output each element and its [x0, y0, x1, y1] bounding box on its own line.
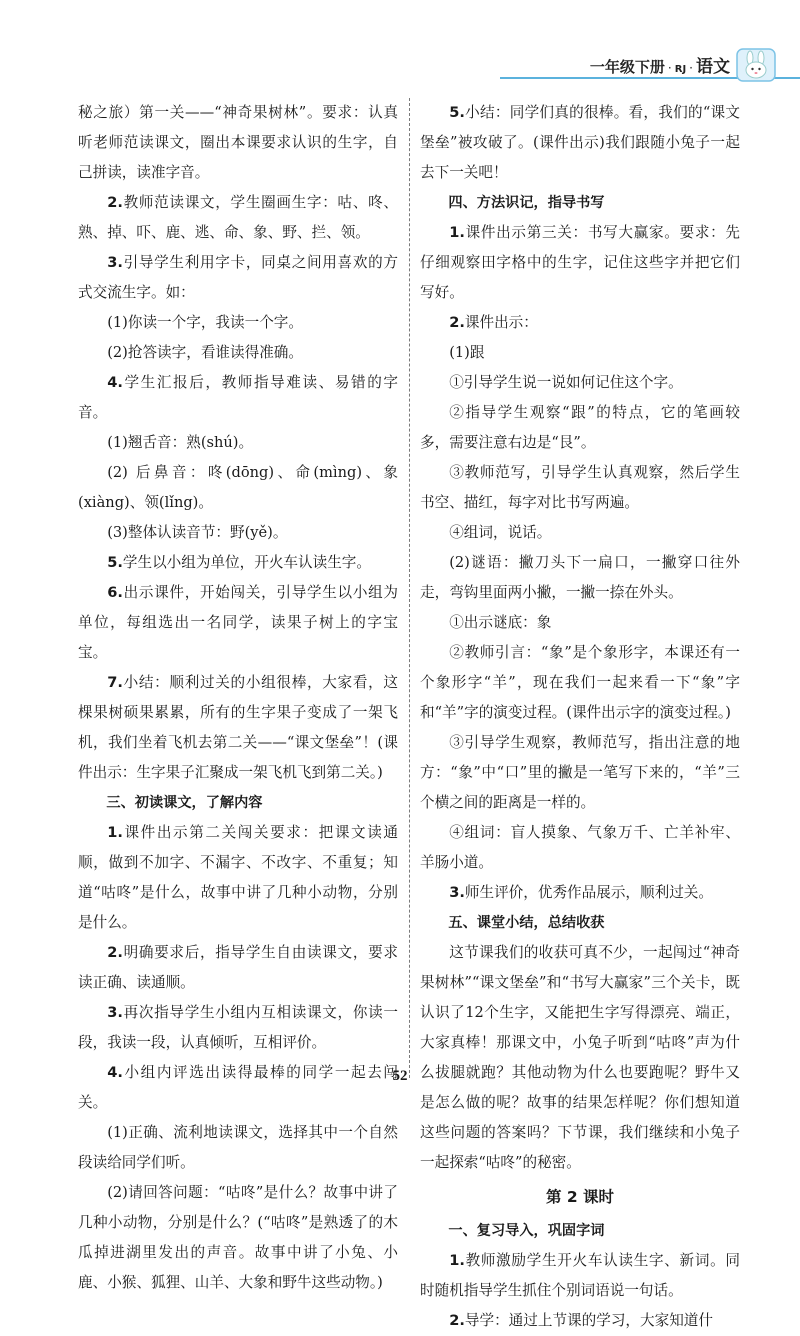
paragraph: (3)整体认读音节：野(yě)。 — [107, 524, 288, 541]
paragraph: (1)你读一个字，我读一个字。 — [107, 314, 303, 331]
paragraph: ①引导学生说一说如何记住这个字。 — [449, 374, 683, 391]
paragraph: (2) 后鼻音：咚(dōng)、命(mìng)、象(xiàng)、领(lǐng)。 — [78, 464, 398, 511]
paragraph: 这节课我们的收获可真不少，一起闯过“神奇果树林”“课文堡垒”和“书写大赢家”三个关卡，既认识了12个生字，又能把生字写得漂亮、端正，大家真棒！那课文中，小兔子听到“咕咚”声为什么拔腿就跑？其他动物为什么也要跑呢？野牛又是怎么做的呢？故事的结果怎样呢？你们想知道这些问题的答案吗？下节课，我们继续和小兔子一起探索“咕咚”的秘密。 — [420, 944, 740, 1171]
paragraph: 1.教师激励学生开火车认读生字、新词。同时随机指导学生抓住个别词语说一句话。 — [420, 1252, 740, 1299]
paragraph: 2.明确要求后，指导学生自由读课文，要求读正确、读通顺。 — [78, 944, 398, 991]
paragraph: (1)翘舌音：熟(shú)。 — [107, 434, 254, 451]
paragraph: 2.课件出示： — [449, 314, 538, 331]
section-heading: 四、方法识记，指导书写 — [448, 195, 605, 211]
paragraph: 1.课件出示第三关：书写大赢家。要求：先仔细观察田字格中的生字，记住这些字并把它们写好。 — [420, 224, 740, 301]
paragraph: 4.学生汇报后，教师指导难读、易错的字音。 — [78, 374, 398, 421]
paragraph: 1.课件出示第二关闯关要求：把课文读通顺，做到不加字、不漏字、不改字、不重复；知道“咕咚”是什么，故事中讲了几种小动物，分别是什么。 — [78, 824, 398, 931]
paragraph: ④组词，说话。 — [449, 524, 552, 541]
paragraph: 3.师生评价，优秀作品展示，顺利过关。 — [449, 884, 713, 901]
page-number: 52 — [392, 1068, 408, 1084]
paragraph: 秘之旅）第一关——“神奇果树林”。要求：认真听老师范读课文，圈出本课要求认识的生字，自己拼读，读准字音。 — [78, 104, 398, 181]
section-heading: 一、复习导入，巩固字词 — [448, 1223, 605, 1239]
paragraph: 6.出示课件，开始闯关，引导学生以小组为单位，每组选出一名同学，读果子树上的字宝宝。 — [78, 584, 398, 661]
paragraph: 2.教师范读课文，学生圈画生字：咕、咚、熟、掉、吓、鹿、逃、命、象、野、拦、领。 — [78, 194, 398, 241]
paragraph: ①出示谜底：象 — [449, 614, 552, 631]
paragraph: (1)跟 — [449, 344, 485, 361]
paragraph: 5.学生以小组为单位，开火车认读生字。 — [107, 554, 371, 571]
lesson-title: 第 2 课时 — [545, 1188, 615, 1206]
paragraph: ②指导学生观察“跟”的特点，它的笔画较多，需要注意右边是“艮”。 — [420, 404, 740, 451]
paragraph: ③教师范写，引导学生认真观察，然后学生书空、描红，每字对比书写两遍。 — [420, 464, 740, 511]
header-title: 一年级下册 · RJ · 语文 — [589, 57, 730, 77]
header-subject: 语文 — [696, 57, 730, 77]
header-edition: RJ — [674, 64, 687, 75]
paragraph: 5.小结：同学们真的很棒。看，我们的“课文堡垒”被攻破了。(课件出示)我们跟随小兔子一起去下一关吧！ — [420, 104, 740, 181]
left-column — [78, 98, 398, 1298]
header-grade: 一年级下册 — [589, 58, 665, 76]
paragraph: 4.小组内评选出读得最棒的同学一起去闯关。 — [78, 1064, 398, 1111]
paragraph: (1)正确、流利地读课文，选择其中一个自然段读给同学们听。 — [78, 1124, 398, 1171]
paragraph: 3.再次指导学生小组内互相读课文，你读一段，我读一段，认真倾听，互相评价。 — [78, 1004, 398, 1051]
paragraph: ③引导学生观察，教师范写，指出注意的地方：“象”中“口”里的撇是一笔写下来的，“羊”三个横之间的距离是一样的。 — [420, 734, 740, 811]
paragraph: ④组词：盲人摸象、气象万千、亡羊补牢、羊肠小道。 — [420, 824, 740, 871]
paragraph: 3.引导学生利用字卡，同桌之间用喜欢的方式交流生字。如： — [78, 254, 398, 301]
page-header — [500, 48, 800, 84]
section-heading: 三、初读课文，了解内容 — [106, 795, 263, 811]
column-divider — [409, 98, 410, 1078]
right-column — [420, 98, 740, 1336]
bunny-mascot-icon — [736, 48, 776, 82]
paragraph: (2)谜语：撇刀头下一扁口，一撇穿口往外走，弯钩里面两小撇，一撇一捺在外头。 — [420, 554, 740, 601]
paragraph: (2)抢答读字，看谁读得准确。 — [107, 344, 303, 361]
paragraph: 2.导学：通过上节课的学习，大家知道什 — [449, 1312, 713, 1329]
paragraph: 7.小结：顺利过关的小组很棒，大家看，这棵果树硕果累累，所有的生字果子变成了一架飞机，我们坐着飞机去第二关——“课文堡垒”！(课件出示：生字果子汇聚成一架飞机飞到第二关。) — [78, 674, 398, 781]
section-heading: 五、课堂小结，总结收获 — [448, 915, 605, 931]
paragraph: (2)请回答问题：“咕咚”是什么？故事中讲了几种小动物，分别是什么？(“咕咚”是熟透了的木瓜掉进湖里发出的声音。故事中讲了小兔、小鹿、小猴、狐狸、山羊、大象和野牛这些动物。) — [78, 1184, 398, 1291]
paragraph: ②教师引言：“象”是个象形字，本课还有一个象形字“羊”，现在我们一起来看一下“象”字和“羊”字的演变过程。(课件出示字的演变过程。) — [420, 644, 740, 721]
